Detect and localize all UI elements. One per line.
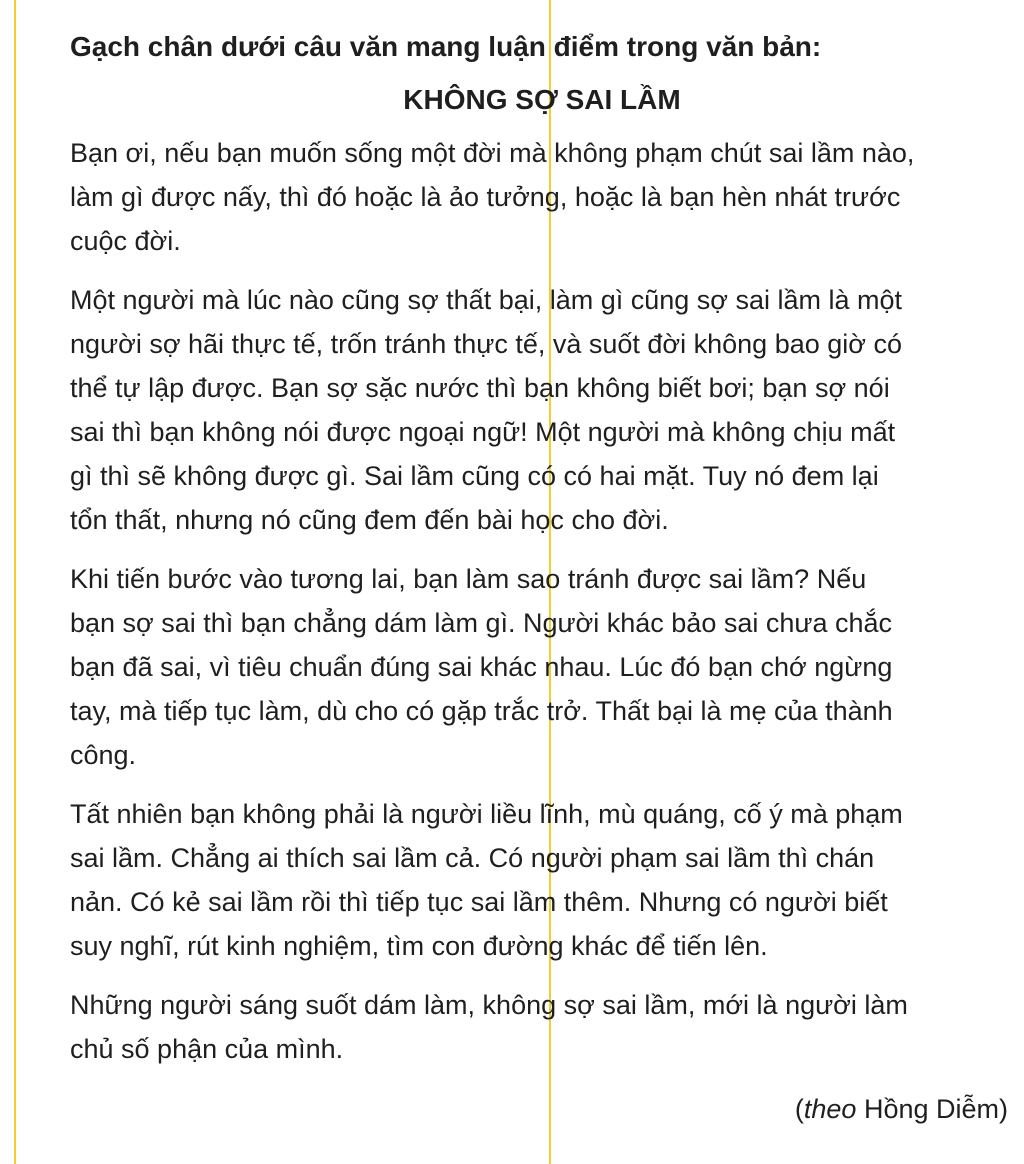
text-line: cuộc đời. xyxy=(70,226,181,256)
text-line: bạn sợ sai thì bạn chẳng dám làm gì. Người khác bảo sai chưa chắc xyxy=(70,608,892,638)
source-citation xyxy=(70,1087,1014,1131)
document-content xyxy=(70,26,1014,1131)
source-author: Hồng Diễm) xyxy=(856,1094,1008,1124)
text-line: Tất nhiên bạn không phải là người liều lĩnh, mù quáng, cố ý mà phạm xyxy=(70,799,903,829)
text-line: làm gì được nấy, thì đó hoặc là ảo tưởng, hoặc là bạn hèn nhát trước xyxy=(70,182,901,212)
paragraph-2 xyxy=(70,278,1014,542)
text-line: tổn thất, nhưng nó cũng đem đến bài học cho đời. xyxy=(70,505,669,535)
text-line: suy nghĩ, rút kinh nghiệm, tìm con đường khác để tiến lên. xyxy=(70,931,768,961)
text-line: chủ số phận của mình. xyxy=(70,1034,344,1064)
exercise-instruction: Gạch chân dưới câu văn mang luận điểm trong văn bản: xyxy=(70,31,822,62)
text-line: sai lầm. Chẳng ai thích sai lầm cả. Có người phạm sai lầm thì chán xyxy=(70,843,875,873)
text-line: sai thì bạn không nói được ngoại ngữ! Một người mà không chịu mất xyxy=(70,417,896,447)
left-guide-line xyxy=(14,0,16,1164)
text-line: công. xyxy=(70,740,137,770)
text-line: Một người mà lúc nào cũng sợ thất bại, làm gì cũng sợ sai lầm là một xyxy=(70,285,903,315)
text-line: nản. Có kẻ sai lầm rồi thì tiếp tục sai lầm thêm. Nhưng có người biết xyxy=(70,887,888,917)
source-theo: theo xyxy=(803,1094,857,1124)
paragraph-3 xyxy=(70,557,1014,777)
paragraph-1 xyxy=(70,131,1014,263)
paragraph-4 xyxy=(70,792,1014,968)
text-line: Khi tiến bước vào tương lai, bạn làm sao tránh được sai lầm? Nếu xyxy=(70,564,867,594)
text-line: tay, mà tiếp tục làm, dù cho có gặp trắc trở. Thất bại là mẹ của thành xyxy=(70,696,893,726)
text-line: người sợ hãi thực tế, trốn tránh thực tế, và suốt đời không bao giờ có xyxy=(70,329,902,359)
text-line: bạn đã sai, vì tiêu chuẩn đúng sai khác nhau. Lúc đó bạn chớ ngừng xyxy=(70,652,893,682)
text-line: Bạn ơi, nếu bạn muốn sống một đời mà không phạm chút sai lầm nào, xyxy=(70,138,915,168)
text-line: thể tự lập được. Bạn sợ sặc nước thì bạn không biết bơi; bạn sợ nói xyxy=(70,373,890,403)
article-title: KHÔNG SỢ SAI LẦM xyxy=(403,84,681,115)
paragraph-5 xyxy=(70,983,1014,1071)
text-line: gì thì sẽ không được gì. Sai lầm cũng có có hai mặt. Tuy nó đem lại xyxy=(70,461,879,491)
source-open-paren: ( xyxy=(794,1094,804,1124)
text-line: Những người sáng suốt dám làm, không sợ sai lầm, mới là người làm xyxy=(70,990,908,1020)
